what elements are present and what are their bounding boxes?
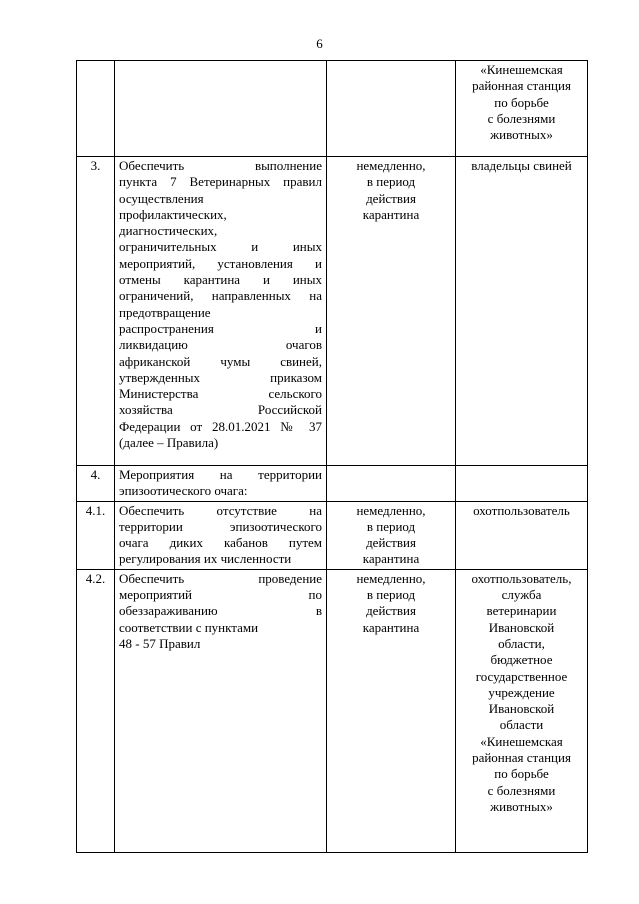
term-text-line: действия [366, 190, 416, 206]
responsible-text-line: учреждение [488, 684, 555, 700]
responsible-cell [456, 466, 588, 502]
responsible-text-line: «Кинешемская [480, 62, 563, 77]
term-text-line: карантина [362, 619, 420, 635]
action-text-line: диагностических, [119, 223, 218, 239]
table-row [77, 501, 588, 569]
action-text-line: хозяйства Российской [119, 402, 322, 418]
responsible-text-line: с болезнями [487, 110, 556, 126]
action-cell [115, 466, 327, 502]
responsible-text-line: животных» [490, 798, 553, 814]
term-text-line: действия [366, 535, 416, 551]
responsible-text-line: по борьбе [494, 766, 549, 782]
action-text-line: предотвращение [119, 304, 211, 320]
term-cell [327, 501, 456, 569]
responsible-text-line: районная станция [472, 78, 571, 94]
responsible-text-line: области [499, 717, 544, 733]
responsible-cell [456, 61, 588, 157]
action-text-line: распространения и [119, 320, 322, 336]
responsible-text-line: животных» [490, 127, 553, 143]
action-text-line: обеззараживанию в [119, 603, 322, 619]
row-number [77, 61, 115, 157]
row-number: 4.2. [77, 569, 115, 852]
action-cell [115, 569, 327, 852]
action-text-line: мероприятий по [119, 587, 322, 603]
action-text-line: мероприятий, установления и [119, 255, 322, 271]
responsible-text-line: по борьбе [494, 94, 549, 110]
table-body [77, 61, 588, 853]
action-text-line: ограничительных и иных [119, 239, 322, 255]
action-text-line: утвержденных приказом [119, 369, 322, 385]
table-row [77, 157, 588, 466]
action-text-line: пункта 7 Ветеринарных правил [119, 174, 322, 190]
responsible-text-line: «Кинешемская [480, 733, 563, 749]
row-number: 4. [77, 466, 115, 502]
responsible-text-line: бюджетное [490, 652, 553, 668]
page-number: 6 [316, 36, 323, 51]
action-text-line: ограничений, направленных на [119, 288, 322, 304]
responsible-text-line: охотпользователь [473, 502, 570, 518]
term-text-line: в период [366, 518, 416, 534]
measures-table [76, 60, 588, 853]
term-text-line: карантина [362, 551, 420, 567]
responsible-cell [456, 569, 588, 852]
responsible-text-line: государственное [475, 668, 568, 684]
term-text-line: в период [366, 174, 416, 190]
responsible-text-line: владельцы свиней [471, 158, 572, 173]
action-text-line: территории эпизоотического [119, 518, 322, 534]
responsible-text-line: ветеринарии [486, 603, 557, 619]
action-text-line: Обеспечить проведение [119, 570, 322, 586]
row-number: 3. [77, 157, 115, 466]
action-text-line: соответствии с пунктами [119, 619, 259, 635]
table-row [77, 569, 588, 852]
term-text-line: действия [366, 603, 416, 619]
action-text-line: африканской чумы свиней, [119, 353, 322, 369]
term-cell [327, 157, 456, 466]
term-cell [327, 61, 456, 157]
action-cell [115, 157, 327, 466]
responsible-text-line: Ивановской [488, 619, 555, 635]
action-text-line: ликвидацию очагов [119, 337, 322, 353]
responsible-text-line: районная станция [472, 750, 571, 766]
action-cell [115, 501, 327, 569]
responsible-text-line: области, [498, 635, 545, 651]
action-cell [115, 61, 327, 157]
term-text-line: немедленно, [356, 158, 426, 173]
term-cell [327, 466, 456, 502]
responsible-text-line: с болезнями [487, 782, 556, 798]
action-text-line: очага диких кабанов путем [119, 535, 322, 551]
row-number: 4.1. [77, 501, 115, 569]
term-text-line: немедленно, [356, 502, 426, 518]
action-text-line: профилактических, [119, 206, 227, 222]
responsible-cell [456, 157, 588, 466]
table-row [77, 61, 588, 157]
term-text-line: карантина [362, 206, 420, 222]
action-text-line: Обеспечить отсутствие на [119, 502, 322, 518]
action-text-line: отмены карантина и иных [119, 272, 322, 288]
responsible-text-line: охотпользователь, [471, 570, 572, 586]
table-row [77, 466, 588, 502]
responsible-cell [456, 501, 588, 569]
action-text-line: регулирования их численности [119, 551, 292, 567]
responsible-text-line: служба [501, 587, 542, 603]
action-text-line: (далее – Правила) [119, 435, 219, 451]
action-text-line: Федерации от 28.01.2021 № 37 [119, 418, 322, 434]
term-text-line: в период [366, 587, 416, 603]
responsible-text-line: Ивановской [488, 701, 555, 717]
term-text-line: немедленно, [356, 570, 426, 586]
action-text-line: Обеспечить выполнение [119, 158, 322, 173]
action-text-line: осуществления [119, 190, 204, 206]
action-text-line: 48 - 57 Правил [119, 635, 201, 651]
term-cell [327, 569, 456, 852]
action-text-line: Мероприятия на территории [119, 467, 322, 482]
action-text-line: Министерства сельского [119, 386, 322, 402]
action-text-line: эпизоотического очага: [119, 483, 248, 499]
